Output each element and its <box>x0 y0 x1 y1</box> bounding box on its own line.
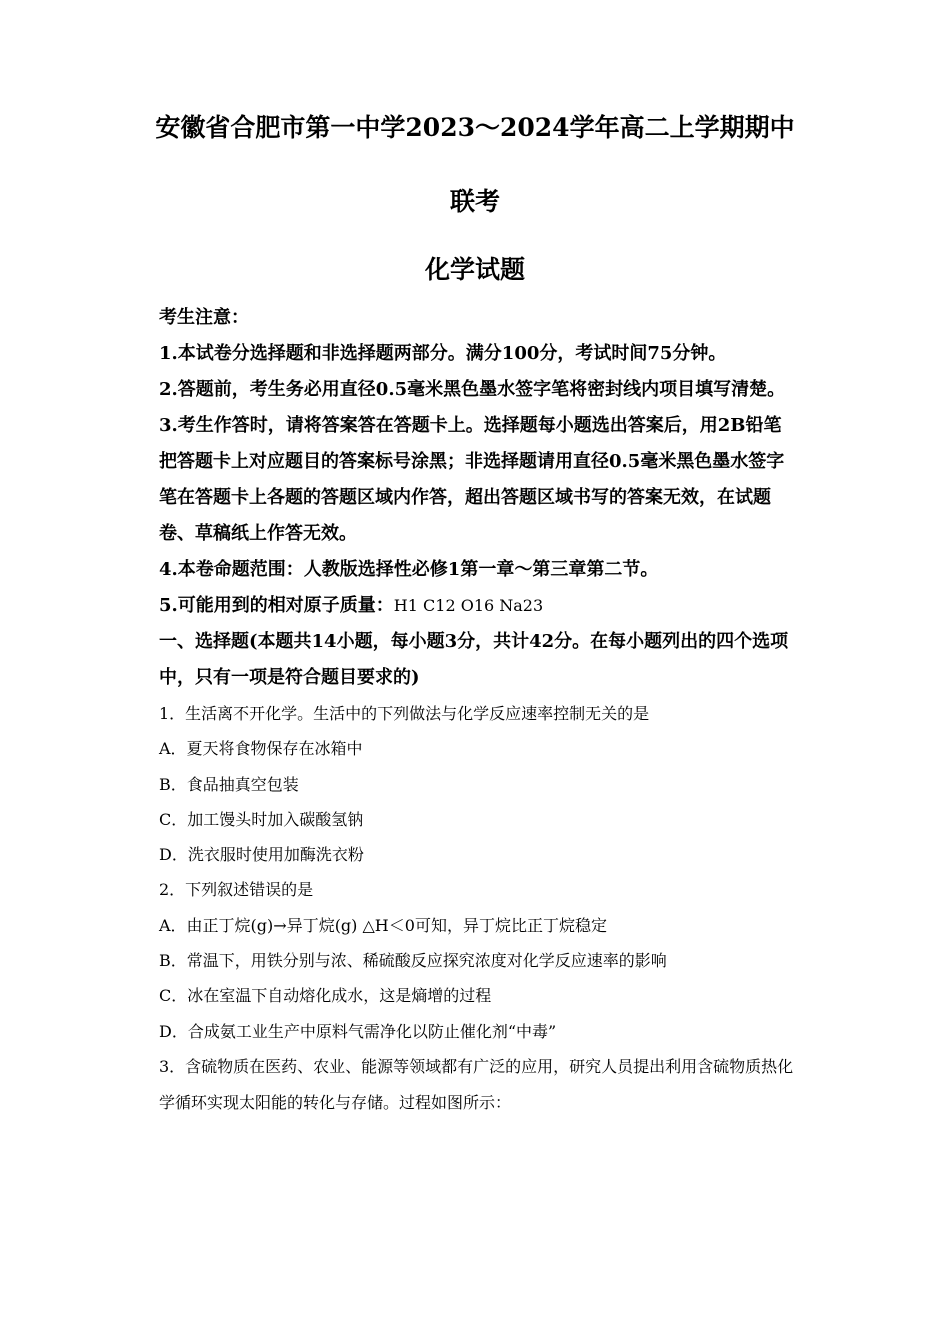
question-2-stem: 2．下列叙述错误的是 <box>159 880 314 900</box>
notice-item-3: 3.考生作答时，请将答案答在答题卡上。选择题每小题选出答案后，用2B铅笔把答题卡上对应题目的答案标号涂黑；非选择题请用直径0.5毫米黑色墨水签字笔在答题卡上各题的答题区域内作答，超出答题区域书写的答案无效，在试题卷、草稿纸上作答无效。 <box>159 415 785 544</box>
page-title-line2: 联考 <box>449 187 500 216</box>
question-2-option-b: B．常温下，用铁分别与浓、稀硫酸反应探究浓度对化学反应速率的影响 <box>159 951 667 971</box>
question-2-option-c: C．冰在室温下自动熔化成水，这是熵增的过程 <box>159 986 492 1006</box>
page-title-line1: 安徽省合肥市第一中学2023～2024学年高二上学期期中 <box>155 113 795 142</box>
question-1-stem: 1．生活离不开化学。生活中的下列做法与化学反应速率控制无关的是 <box>159 704 650 723</box>
notice-item-5 <box>159 588 795 624</box>
exam-subject-title: 化学试题 <box>424 255 525 284</box>
notice-item-4: 4.本卷命题范围：人教版选择性必修1第一章～第三章第二节。 <box>159 559 659 580</box>
exam-content <box>159 300 795 1121</box>
notice-item-2: 2.答题前，考生务必用直径0.5毫米黑色墨水签字笔将密封线内项目填写清楚。 <box>159 379 786 400</box>
section-heading: 一、选择题(本题共14小题，每小题3分，共计42分。在每小题列出的四个选项中，只有一项是符合题目要求的) <box>159 631 789 688</box>
question-1-option-b: B．食品抽真空包装 <box>159 774 299 794</box>
question-1-option-a: A．夏天将食物保存在冰箱中 <box>159 739 363 759</box>
notice-item-1: 1.本试卷分选择题和非选择题两部分。满分100分，考试时间75分钟。 <box>159 343 727 364</box>
notice-heading: 考生注意： <box>159 307 249 328</box>
question-2-option-d: D．合成氨工业生产中原料气需净化以防止催化剂“中毒” <box>159 1021 557 1041</box>
notice-item-5-values: H1 C12 O16 Na23 <box>393 596 544 615</box>
question-2-option-a: A．由正丁烷(g)→异丁烷(g) △H＜0可知，异丁烷比正丁烷稳定 <box>159 915 607 935</box>
question-1-option-c: C．加工馒头时加入碳酸氢钠 <box>159 809 364 829</box>
notice-item-5-label: 5.可能用到的相对原子质量： <box>159 595 394 616</box>
question-1-option-d: D．洗衣服时使用加酶洗衣粉 <box>159 845 364 865</box>
question-3-stem: 3．含硫物质在医药、农业、能源等领域都有广泛的应用，研究人员提出利用含硫物质热化学循环实现太阳能的转化与存储。过程如图所示： <box>159 1056 794 1112</box>
